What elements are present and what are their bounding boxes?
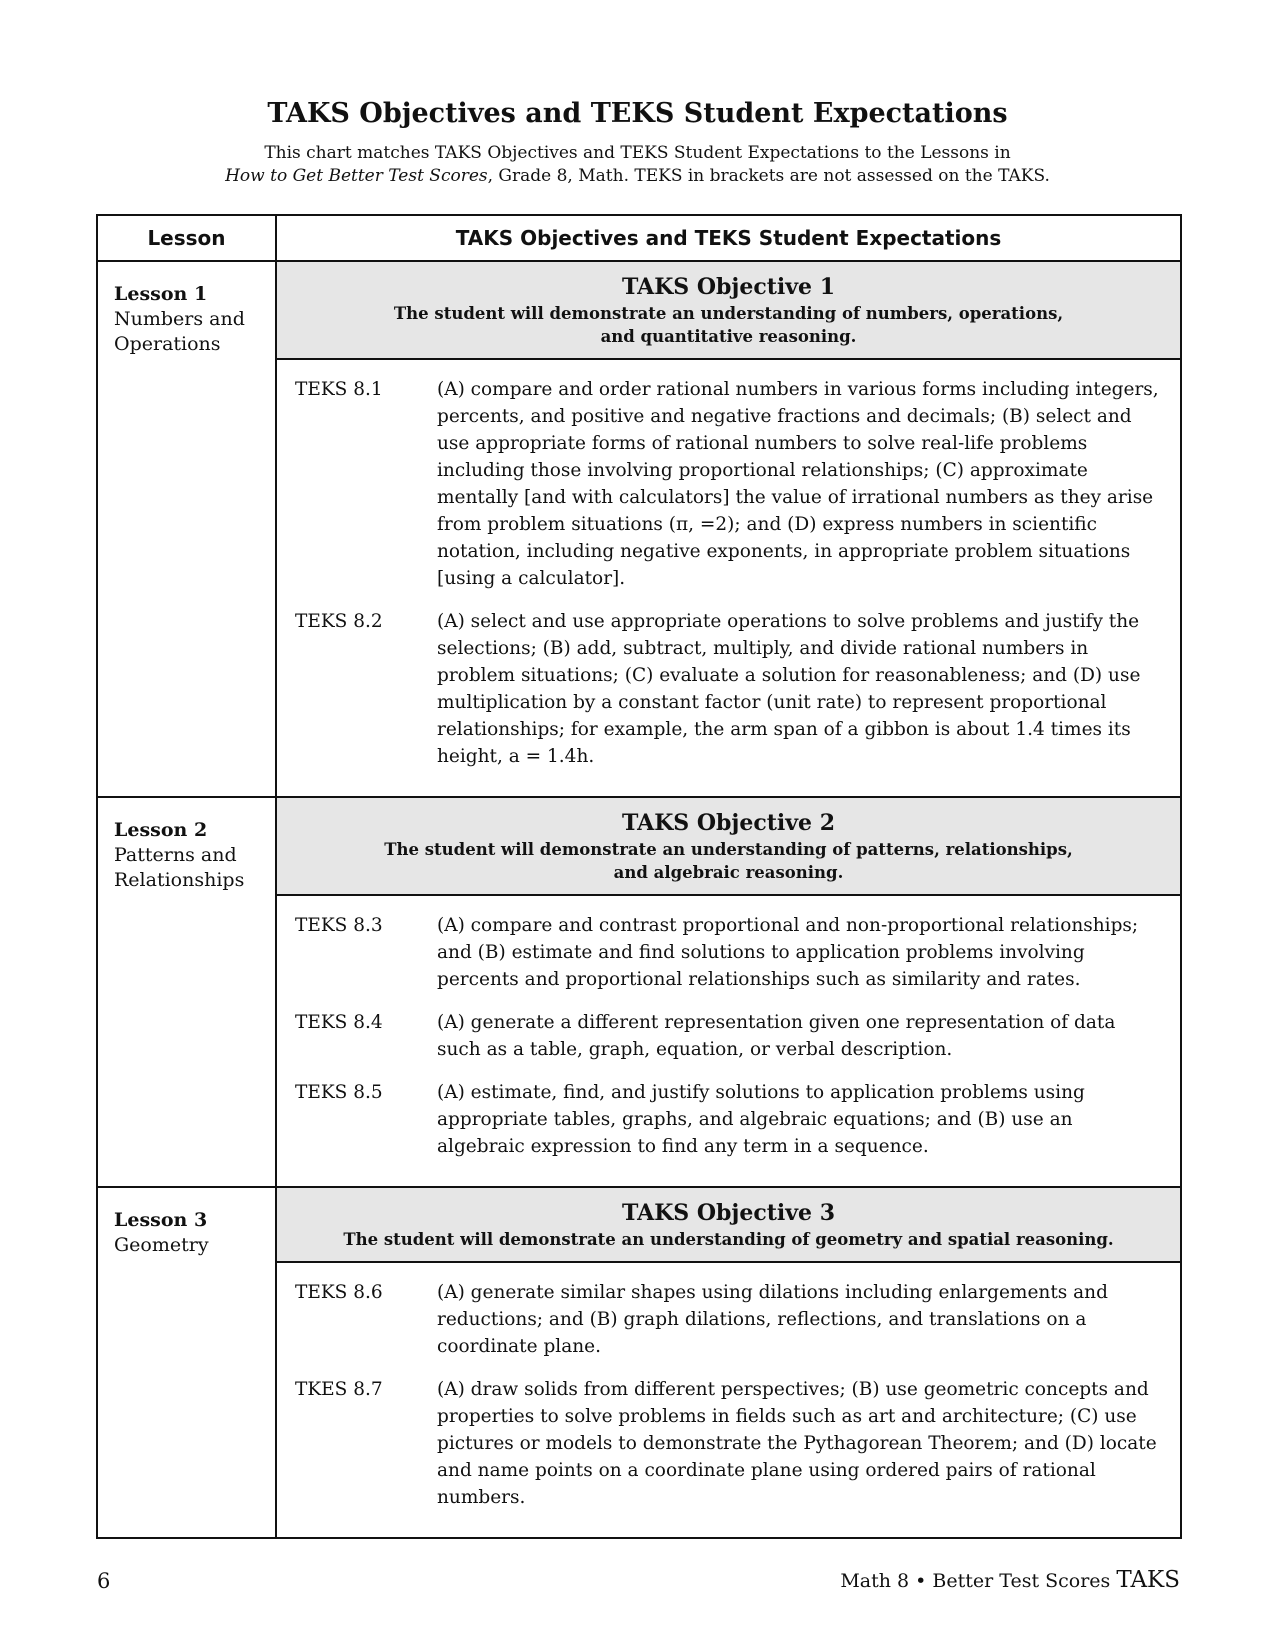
teks-item — [277, 376, 1160, 592]
lesson-row — [97, 797, 1181, 895]
table-header-row — [97, 215, 1181, 261]
lesson-name: Lesson 3 — [114, 1209, 208, 1231]
objective-title: TAKS Objective 1 — [621, 274, 836, 300]
teks-item — [277, 1376, 1160, 1511]
teks-list — [276, 359, 1181, 797]
objective-banner — [276, 261, 1181, 359]
running-footer — [840, 1567, 1180, 1593]
teks-code: TEKS 8.1 — [295, 379, 383, 400]
objective-banner — [276, 1187, 1181, 1262]
teks-text: (A) compare and contrast proportional and non-proportional relationships; and (B) estimate and find solutions to application problems involving percents and proportional relationships such as similarity and rates. — [437, 915, 1139, 990]
teks-text: (A) generate similar shapes using dilations including enlargements and reductions; and (B) graph dilations, reflections, and translations on a coordinate plane. — [437, 1282, 1108, 1357]
teks-code: TEKS 8.3 — [295, 915, 383, 936]
objective-description: The student will demonstrate an understanding of geometry and spatial reasoning. — [343, 1230, 1114, 1249]
lesson-cell — [97, 1187, 276, 1538]
teks-text: (A) estimate, find, and justify solutions to application problems using appropriate tables, graphs, and algebraic equations; and (B) use an algebraic expression to find any term in a sequence. — [437, 1082, 1085, 1157]
teks-code: TEKS 8.5 — [295, 1082, 383, 1103]
teks-list — [276, 895, 1181, 1187]
subtitle-rest: , Grade 8, Math. TEKS in brackets are not assessed on the TAKS. — [487, 166, 1050, 186]
lesson-name: Lesson 2 — [114, 819, 208, 841]
lesson-cell — [97, 261, 276, 797]
objective-description: and quantitative reasoning. — [600, 327, 857, 346]
objective-banner — [276, 797, 1181, 895]
teks-item — [277, 608, 1160, 770]
page-title: TAKS Objectives and TEKS Student Expectations — [267, 98, 1008, 129]
teks-text: (A) generate a different representation given one representation of data such as a table, graph, equation, or verbal description. — [437, 1012, 1116, 1060]
lesson-topic: Numbers and Operations — [114, 308, 245, 355]
footer-series: Better Test Scores — [932, 1570, 1111, 1592]
lesson-topic: Patterns and Relationships — [114, 844, 245, 891]
teks-code: TEKS 8.2 — [295, 611, 383, 632]
lesson-row — [97, 1187, 1181, 1262]
objective-description: The student will demonstrate an understanding of patterns, relationships, — [384, 840, 1073, 859]
subtitle-line-1: This chart matches TAKS Objectives and TEKS Student Expectations to the Lessons in — [264, 143, 1011, 163]
teks-text: (A) compare and order rational numbers in various forms including integers, percents, and positive and negative fractions and decimals; (B) select and use appropriate forms of rational numbers to solve real-life problems including those involving proportional relationships; (C) approximate mentally [and with calculators] the value of irrational numbers as they arise from problem situations (π, =2); and (D) express numbers in scientific notation, including negative exponents, in appropriate problem situations [using a calculator]. — [437, 379, 1159, 589]
teks-code: TKES 8.7 — [295, 1379, 383, 1400]
objective-title: TAKS Objective 2 — [621, 810, 836, 836]
teks-code: TEKS 8.4 — [295, 1012, 383, 1033]
objective-description: The student will demonstrate an understanding of numbers, operations, — [393, 304, 1064, 323]
teks-list — [276, 1262, 1181, 1538]
objective-title: TAKS Objective 3 — [621, 1200, 836, 1226]
page-number: 6 — [97, 1569, 111, 1593]
lesson-row — [97, 261, 1181, 359]
subtitle-line-2 — [0, 165, 1275, 188]
teks-item — [277, 1009, 1160, 1063]
objective-description: and algebraic reasoning. — [613, 863, 844, 882]
lesson-name: Lesson 1 — [114, 283, 208, 305]
teks-text: (A) select and use appropriate operations to solve problems and justify the selections; (B) add, subtract, multiply, and divide rational numbers in problem situations; (C) evaluate a solution for reasonableness; and (D) use multiplication by a constant factor (unit rate) to represent proportional relationships; for example, the arm span of a gibbon is about 1.4 times its height, a = 1.4h. — [437, 611, 1141, 767]
lesson-topic: Geometry — [114, 1234, 209, 1256]
objectives-table — [96, 214, 1182, 1539]
footer-bullet: • — [915, 1570, 927, 1592]
teks-text: (A) draw solids from different perspectives; (B) use geometric concepts and properties to solve problems in fields such as art and architecture; (C) use pictures or models to demonstrate the Pythagorean Theorem; and (D) locate and name points on a coordinate plane using ordered pairs of rational numbers. — [437, 1379, 1157, 1508]
book-title: How to Get Better Test Scores — [225, 166, 488, 186]
expectations-column-header: TAKS Objectives and TEKS Student Expectations — [276, 215, 1181, 261]
lesson-column-header: Lesson — [97, 215, 276, 261]
teks-code: TEKS 8.6 — [295, 1282, 383, 1303]
page-subtitle — [0, 142, 1275, 188]
footer-series-big: TAKS — [1116, 1567, 1180, 1593]
teks-item — [277, 1079, 1160, 1160]
teks-item — [277, 1279, 1160, 1360]
footer-book: Math 8 — [840, 1570, 910, 1592]
lesson-cell — [97, 797, 276, 1187]
teks-item — [277, 912, 1160, 993]
